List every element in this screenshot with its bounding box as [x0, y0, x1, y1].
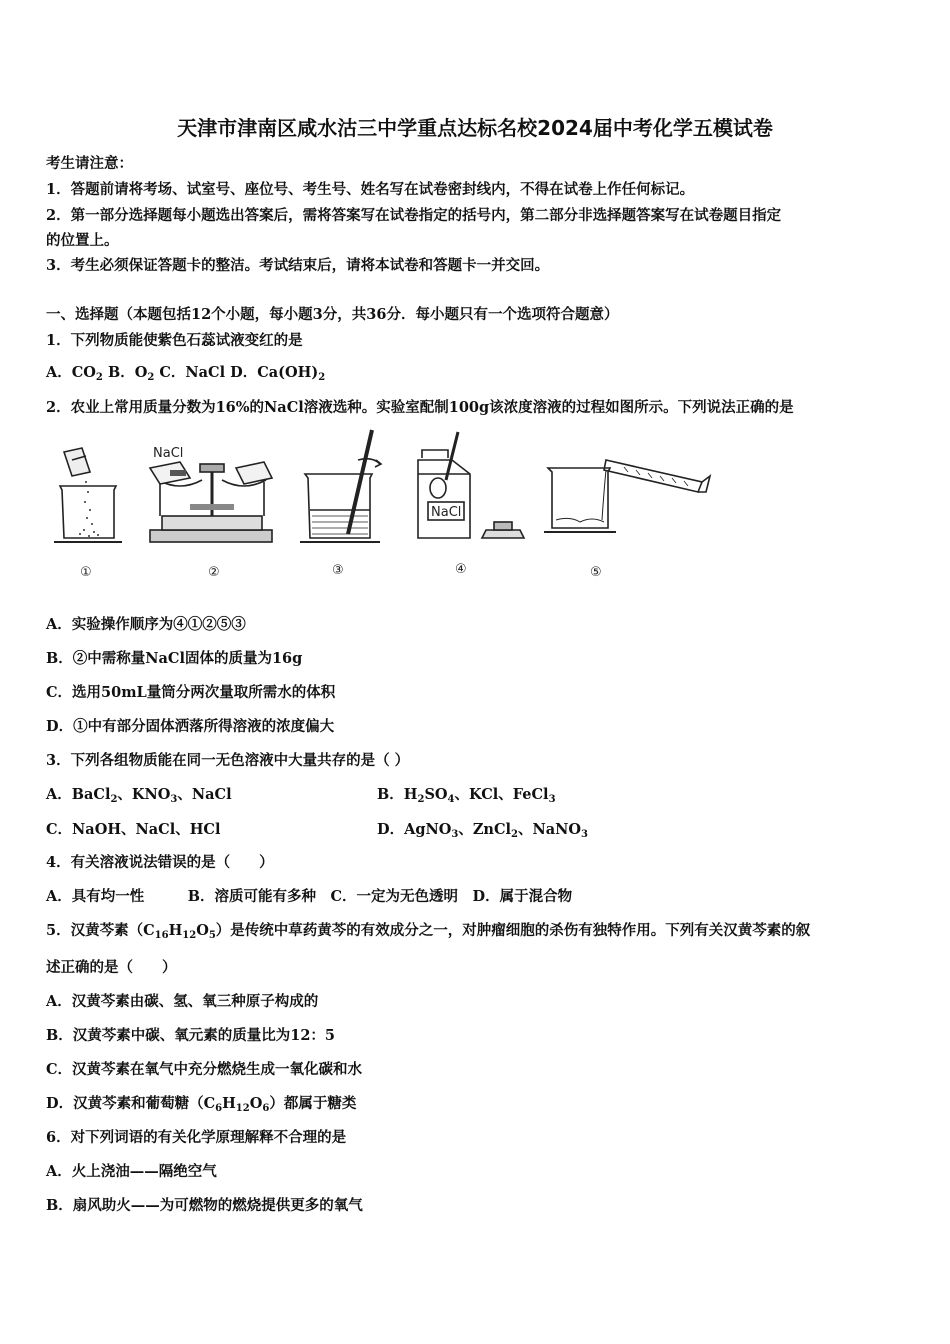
q2-option-d: D．①中有部分固体洒落所得溶液的浓度偏大 [46, 718, 335, 735]
step4-reagent-bottle [418, 432, 524, 538]
step5-cylinder-pour [544, 460, 710, 532]
page-title: 天津市津南区咸水沽三中学重点达标名校2024届中考化学五模试卷 [177, 116, 773, 140]
q3-stem: 3．下列各组物质能在同一无色溶液中大量共存的是（ ） [46, 752, 410, 769]
q3-option-d: D．AgNO$_3$、ZnCl$_2$、NaNO$_3$ [377, 821, 588, 840]
q3-option-a: A．BaCl$_2$、$KNO_3$、NaCl [46, 786, 232, 805]
q5-option-c: C．汉黄芩素在氧气中充分燃烧生成一氧化碳和水 [46, 1061, 363, 1078]
q5-option-b: B．汉黄芩素中碳、氧元素的质量比为12：5 [46, 1027, 336, 1044]
fig-label-5: ⑤ [590, 565, 602, 580]
notice-header: 考生请注意： [46, 155, 133, 172]
q3-option-c: C．NaOH、NaCl、HCl [46, 821, 221, 838]
notice-item-2: 2．第一部分选择题每小题选出答案后，需将答案写在试卷指定的括号内，第二部分非选择题答案写在试卷题目指定 [46, 207, 782, 224]
q4-stem: 4．有关溶液说法错误的是（ ） [46, 854, 274, 871]
q2-figure [50, 420, 720, 585]
q4-options: A．具有均一性 B．溶质可能有多种 C．一定为无色透明 D．属于混合物 [46, 888, 573, 905]
fig-label-2: ② [208, 565, 220, 580]
fig-nacl-label-2: NaCl [431, 505, 462, 520]
section-header: 一、选择题（本题包括12个小题，每小题3分，共36分．每小题只有一个选项符合题意） [46, 306, 619, 323]
q5-option-a: A．汉黄芩素由碳、氢、氧三种原子构成的 [46, 993, 319, 1010]
q1-stem: 1．下列物质能使紫色石蕊试液变红的是 [46, 332, 303, 349]
q2-option-c: C．选用50mL量筒分两次量取所需水的体积 [46, 684, 336, 701]
fig-label-3: ③ [332, 563, 344, 578]
notice-item-1: 1．答题前请将考场、试室号、座位号、考生号、姓名写在试卷密封线内，不得在试卷上作任何标记。 [46, 181, 695, 198]
q2-option-b: B．②中需称量NaCl固体的质量为16g [46, 650, 303, 667]
fig-label-1: ① [80, 565, 92, 580]
q3-option-b: B．$H_2SO_4$、KCl、FeCl$_3$ [377, 786, 556, 805]
step2-balance [150, 446, 272, 542]
step3-stirring [300, 430, 381, 542]
q6-option-b: B．扇风助火——为可燃物的燃烧提供更多的氧气 [46, 1197, 363, 1214]
q5-stem: 5．汉黄芩素$(C_{16}H_{12}O_5)$是传统中草药黄芩的有效成分之一，对肿瘤细胞的杀伤有独特作用。下列有关汉黄芩素的叙 [46, 922, 811, 941]
notice-item-2-cont: 的位置上。 [46, 232, 119, 249]
q6-option-a: A．火上浇油——隔绝空气 [46, 1163, 217, 1180]
q2-stem: 2．农业上常用质量分数为16%的NaCl溶液选种。实验室配制100g该浓度溶液的过程如图所示。下列说法正确的是 [46, 399, 794, 416]
notice-item-3: 3．考生必须保证答题卡的整洁。考试结束后，请将本试卷和答题卡一并交回。 [46, 257, 550, 274]
q2-option-a: A．实验操作顺序为④①②⑤③ [46, 616, 246, 633]
q6-stem: 6．对下列词语的有关化学原理解释不合理的是 [46, 1129, 347, 1146]
fig-nacl-label-1: NaCl [153, 446, 184, 461]
q5-option-d: D．汉黄芩素和葡萄糖$(C_6H_{12}O_6)$都属于糖类 [46, 1095, 357, 1114]
step1-beaker-pour [54, 448, 122, 542]
q5-stem-cont: 述正确的是（ ） [46, 959, 177, 976]
q1-options: A．$CO_2$ B．$O_2$ C．NaCl D．$Ca(OH)_2$ [46, 364, 326, 383]
fig-label-4: ④ [455, 562, 467, 577]
